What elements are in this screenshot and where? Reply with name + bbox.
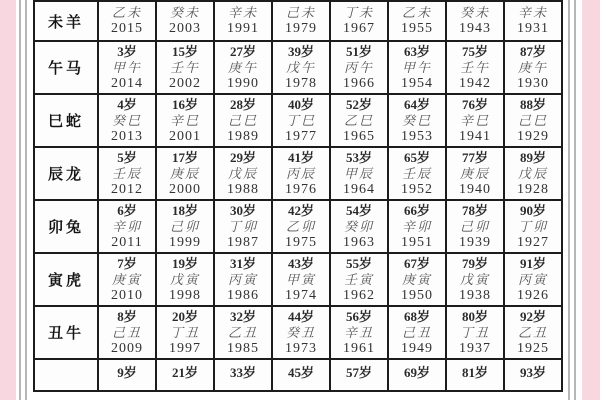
table-row <box>34 94 562 147</box>
year-cell <box>504 359 562 391</box>
year-text: 1955 <box>401 21 433 36</box>
year-cell <box>504 306 562 359</box>
table-row <box>34 1 562 41</box>
zodiac-label: 卯兔 <box>47 220 84 236</box>
zodiac-cell <box>34 147 98 200</box>
age-text: 39岁 <box>287 43 314 59</box>
year-cell <box>272 253 330 306</box>
age-text: 79岁 <box>461 255 488 271</box>
year-cell <box>156 253 214 306</box>
year-text: 1999 <box>169 234 201 250</box>
zodiac-label: 辰龙 <box>47 167 84 183</box>
ganzhi-text: 乙未 <box>111 5 142 20</box>
zodiac-age-table <box>33 0 563 392</box>
ganzhi-text: 癸巳 <box>401 112 432 128</box>
year-text: 2002 <box>169 75 201 91</box>
year-cell <box>388 306 446 359</box>
year-cell <box>446 200 504 253</box>
year-text: 1977 <box>285 128 317 144</box>
year-cell <box>214 147 272 200</box>
year-cell <box>98 306 156 359</box>
age-text: 63岁 <box>403 43 430 59</box>
ganzhi-text: 丁丑 <box>459 324 490 340</box>
year-text: 1926 <box>517 287 549 303</box>
age-text: 33岁 <box>229 365 256 380</box>
ganzhi-text: 乙丑 <box>227 324 258 340</box>
ganzhi-text: 辛丑 <box>343 324 374 340</box>
right-gutter-line-outer <box>568 0 570 400</box>
year-cell <box>214 41 272 94</box>
age-text: 18岁 <box>171 202 198 218</box>
year-text: 1950 <box>401 287 433 303</box>
ganzhi-text: 乙卯 <box>285 218 316 234</box>
age-text: 20岁 <box>171 308 198 324</box>
age-text: 43岁 <box>287 255 314 271</box>
year-cell <box>446 147 504 200</box>
ganzhi-text: 壬午 <box>459 59 490 75</box>
ganzhi-text: 癸未 <box>459 5 490 20</box>
year-cell <box>446 253 504 306</box>
year-cell <box>98 41 156 94</box>
age-text: 6岁 <box>117 202 137 218</box>
age-text: 17岁 <box>171 149 198 165</box>
ganzhi-text: 乙未 <box>401 5 432 20</box>
year-cell <box>504 1 562 41</box>
year-text: 1943 <box>459 21 491 36</box>
age-text: 69岁 <box>403 365 430 380</box>
year-text: 1962 <box>343 287 375 303</box>
year-cell <box>98 147 156 200</box>
year-text: 1973 <box>285 340 317 356</box>
age-text: 40岁 <box>287 96 314 112</box>
year-text: 1940 <box>459 181 491 197</box>
year-text: 1989 <box>227 128 259 144</box>
table-row <box>34 200 562 253</box>
age-text: 30岁 <box>229 202 256 218</box>
ganzhi-text: 丁卯 <box>517 218 548 234</box>
year-cell <box>156 306 214 359</box>
year-cell <box>214 306 272 359</box>
year-cell <box>388 359 446 391</box>
year-cell <box>446 94 504 147</box>
year-cell <box>330 1 388 41</box>
ganzhi-text: 庚午 <box>517 59 548 75</box>
year-cell <box>156 41 214 94</box>
year-text: 1978 <box>285 75 317 91</box>
year-text: 1988 <box>227 181 259 197</box>
year-cell <box>504 147 562 200</box>
ganzhi-text: 甲辰 <box>343 165 374 181</box>
year-text: 1941 <box>459 128 491 144</box>
year-text: 1939 <box>459 234 491 250</box>
zodiac-cell <box>34 200 98 253</box>
year-text: 2014 <box>111 75 143 91</box>
age-text: 42岁 <box>287 202 314 218</box>
age-text: 45岁 <box>287 365 314 380</box>
year-cell <box>446 41 504 94</box>
ganzhi-text: 辛未 <box>517 5 548 20</box>
year-cell <box>330 94 388 147</box>
age-text: 56岁 <box>345 308 372 324</box>
year-text: 1929 <box>517 128 549 144</box>
year-text: 1966 <box>343 75 375 91</box>
zodiac-label: 巳蛇 <box>47 114 84 130</box>
year-cell <box>156 94 214 147</box>
ganzhi-text: 丁未 <box>343 5 374 20</box>
zodiac-label: 丑牛 <box>47 326 84 342</box>
year-text: 1925 <box>517 340 549 356</box>
ganzhi-text: 己巳 <box>227 112 258 128</box>
age-text: 52岁 <box>345 96 372 112</box>
ganzhi-text: 己卯 <box>459 218 490 234</box>
zodiac-label: 寅虎 <box>47 273 84 289</box>
age-text: 27岁 <box>229 43 256 59</box>
year-cell <box>272 359 330 391</box>
year-text: 2015 <box>111 21 143 36</box>
ganzhi-text: 己丑 <box>401 324 432 340</box>
year-cell <box>98 253 156 306</box>
age-text: 66岁 <box>403 202 430 218</box>
year-cell <box>330 306 388 359</box>
year-cell <box>504 253 562 306</box>
year-text: 1949 <box>401 340 433 356</box>
year-cell <box>388 147 446 200</box>
year-cell <box>272 1 330 41</box>
year-text: 2011 <box>111 234 143 250</box>
age-text: 44岁 <box>287 308 314 324</box>
year-text: 2012 <box>111 181 143 197</box>
age-text: 4岁 <box>117 96 137 112</box>
age-text: 7岁 <box>117 255 137 271</box>
table-row <box>34 41 562 94</box>
ganzhi-text: 乙巳 <box>343 112 374 128</box>
age-text: 89岁 <box>519 149 546 165</box>
zodiac-label: 午马 <box>47 61 84 77</box>
year-text: 1927 <box>517 234 549 250</box>
right-gutter-line-inner <box>574 0 576 400</box>
year-text: 1991 <box>227 21 259 36</box>
year-cell <box>388 94 446 147</box>
ganzhi-text: 壬寅 <box>343 271 374 287</box>
year-text: 1975 <box>285 234 317 250</box>
ganzhi-text: 甲寅 <box>285 271 316 287</box>
year-cell <box>272 147 330 200</box>
year-cell <box>330 253 388 306</box>
age-text: 3岁 <box>117 43 137 59</box>
age-text: 51岁 <box>345 43 372 59</box>
age-text: 31岁 <box>229 255 256 271</box>
age-text: 28岁 <box>229 96 256 112</box>
ganzhi-text: 庚辰 <box>169 165 200 181</box>
year-cell <box>388 253 446 306</box>
age-text: 76岁 <box>461 96 488 112</box>
year-cell <box>504 200 562 253</box>
year-text: 1965 <box>343 128 375 144</box>
age-text: 93岁 <box>519 365 546 380</box>
left-page-edge <box>0 0 16 400</box>
year-cell <box>272 200 330 253</box>
year-cell <box>446 306 504 359</box>
ganzhi-text: 庚寅 <box>401 271 432 287</box>
ganzhi-text: 甲午 <box>401 59 432 75</box>
year-cell <box>214 200 272 253</box>
ganzhi-text: 戊午 <box>285 59 316 75</box>
ganzhi-text: 丙辰 <box>285 165 316 181</box>
ganzhi-text: 庚辰 <box>459 165 490 181</box>
ganzhi-text: 戊寅 <box>169 271 200 287</box>
year-text: 1951 <box>401 234 433 250</box>
ganzhi-text: 乙丑 <box>517 324 548 340</box>
year-cell <box>214 94 272 147</box>
ganzhi-text: 癸卯 <box>343 218 374 234</box>
year-cell <box>156 200 214 253</box>
age-text: 9岁 <box>117 365 137 380</box>
age-text: 87岁 <box>519 43 546 59</box>
year-text: 2009 <box>111 340 143 356</box>
year-cell <box>214 359 272 391</box>
zodiac-cell <box>34 253 98 306</box>
year-cell <box>272 94 330 147</box>
age-text: 8岁 <box>117 308 137 324</box>
year-text: 1937 <box>459 340 491 356</box>
year-text: 1967 <box>343 21 375 36</box>
year-cell <box>98 200 156 253</box>
year-cell <box>388 200 446 253</box>
year-text: 1953 <box>401 128 433 144</box>
left-gutter-line-outer <box>19 0 21 400</box>
year-text: 1997 <box>169 340 201 356</box>
year-text: 1938 <box>459 287 491 303</box>
table-row <box>34 306 562 359</box>
ganzhi-text: 癸未 <box>169 5 200 20</box>
year-text: 1928 <box>517 181 549 197</box>
ganzhi-text: 辛卯 <box>401 218 432 234</box>
year-text: 2013 <box>111 128 143 144</box>
ganzhi-text: 辛巳 <box>459 112 490 128</box>
zodiac-cell <box>34 94 98 147</box>
year-text: 1990 <box>227 75 259 91</box>
right-page-edge <box>582 0 600 400</box>
ganzhi-text: 辛未 <box>227 5 258 20</box>
ganzhi-text: 己未 <box>285 5 316 20</box>
ganzhi-text: 庚午 <box>227 59 258 75</box>
zodiac-cell <box>34 1 98 41</box>
year-cell <box>388 1 446 41</box>
year-cell <box>446 359 504 391</box>
ganzhi-text: 甲午 <box>111 59 142 75</box>
ganzhi-text: 己卯 <box>169 218 200 234</box>
ganzhi-text: 辛卯 <box>111 218 142 234</box>
age-text: 16岁 <box>171 96 198 112</box>
ganzhi-text: 丁卯 <box>227 218 258 234</box>
table-row <box>34 147 562 200</box>
ganzhi-text: 丁巳 <box>285 112 316 128</box>
year-cell <box>330 41 388 94</box>
ganzhi-text: 己巳 <box>517 112 548 128</box>
age-text: 92岁 <box>519 308 546 324</box>
year-cell <box>156 1 214 41</box>
year-cell <box>388 41 446 94</box>
age-text: 19岁 <box>171 255 198 271</box>
ganzhi-text: 丙午 <box>343 59 374 75</box>
age-text: 77岁 <box>461 149 488 165</box>
age-text: 64岁 <box>403 96 430 112</box>
year-cell <box>272 306 330 359</box>
age-text: 81岁 <box>461 365 488 380</box>
age-text: 55岁 <box>345 255 372 271</box>
age-text: 5岁 <box>117 149 137 165</box>
age-text: 57岁 <box>345 365 372 380</box>
age-text: 65岁 <box>403 149 430 165</box>
year-text: 1987 <box>227 234 259 250</box>
age-text: 80岁 <box>461 308 488 324</box>
year-cell <box>98 359 156 391</box>
ganzhi-text: 丙寅 <box>517 271 548 287</box>
year-cell <box>330 147 388 200</box>
year-text: 1964 <box>343 181 375 197</box>
ganzhi-text: 辛巳 <box>169 112 200 128</box>
year-cell <box>214 253 272 306</box>
ganzhi-text: 戊辰 <box>517 165 548 181</box>
age-text: 75岁 <box>461 43 488 59</box>
ganzhi-text: 戊寅 <box>459 271 490 287</box>
zodiac-cell <box>34 306 98 359</box>
ganzhi-text: 壬午 <box>169 59 200 75</box>
year-text: 1986 <box>227 287 259 303</box>
ganzhi-text: 癸丑 <box>285 324 316 340</box>
ganzhi-text: 己丑 <box>111 324 142 340</box>
ganzhi-text: 壬辰 <box>401 165 432 181</box>
table-row <box>34 253 562 306</box>
zodiac-cell <box>34 359 98 391</box>
year-text: 2010 <box>111 287 143 303</box>
year-cell <box>214 1 272 41</box>
year-cell <box>98 1 156 41</box>
year-text: 1954 <box>401 75 433 91</box>
year-cell <box>330 359 388 391</box>
year-text: 1976 <box>285 181 317 197</box>
year-cell <box>446 1 504 41</box>
age-text: 90岁 <box>519 202 546 218</box>
age-text: 78岁 <box>461 202 488 218</box>
year-text: 1942 <box>459 75 491 91</box>
year-text: 1979 <box>285 21 317 36</box>
ganzhi-text: 壬辰 <box>111 165 142 181</box>
age-text: 91岁 <box>519 255 546 271</box>
year-text: 1952 <box>401 181 433 197</box>
year-text: 2003 <box>169 21 201 36</box>
year-text: 1963 <box>343 234 375 250</box>
year-text: 1985 <box>227 340 259 356</box>
year-cell <box>504 94 562 147</box>
age-text: 54岁 <box>345 202 372 218</box>
year-cell <box>98 94 156 147</box>
ganzhi-text: 癸巳 <box>111 112 142 128</box>
year-text: 1930 <box>517 75 549 91</box>
year-cell <box>330 200 388 253</box>
year-text: 1998 <box>169 287 201 303</box>
ganzhi-text: 丁丑 <box>169 324 200 340</box>
year-cell <box>156 359 214 391</box>
ganzhi-text: 庚寅 <box>111 271 142 287</box>
age-text: 53岁 <box>345 149 372 165</box>
year-text: 2001 <box>169 128 201 144</box>
age-text: 21岁 <box>171 365 198 380</box>
year-cell <box>156 147 214 200</box>
age-text: 29岁 <box>229 149 256 165</box>
age-text: 41岁 <box>287 149 314 165</box>
year-text: 1974 <box>285 287 317 303</box>
left-gutter-line-inner <box>25 0 27 400</box>
zodiac-cell <box>34 41 98 94</box>
year-text: 2000 <box>169 181 201 197</box>
ganzhi-text: 戊辰 <box>227 165 258 181</box>
age-text: 67岁 <box>403 255 430 271</box>
table-row <box>34 359 562 391</box>
year-cell <box>504 41 562 94</box>
year-text: 1931 <box>517 21 549 36</box>
ganzhi-text: 丙寅 <box>227 271 258 287</box>
age-text: 68岁 <box>403 308 430 324</box>
zodiac-label: 未羊 <box>47 14 84 31</box>
age-text: 88岁 <box>519 96 546 112</box>
age-text: 15岁 <box>171 43 198 59</box>
age-text: 32岁 <box>229 308 256 324</box>
year-cell <box>272 41 330 94</box>
year-text: 1961 <box>343 340 375 356</box>
table-body <box>34 1 562 391</box>
